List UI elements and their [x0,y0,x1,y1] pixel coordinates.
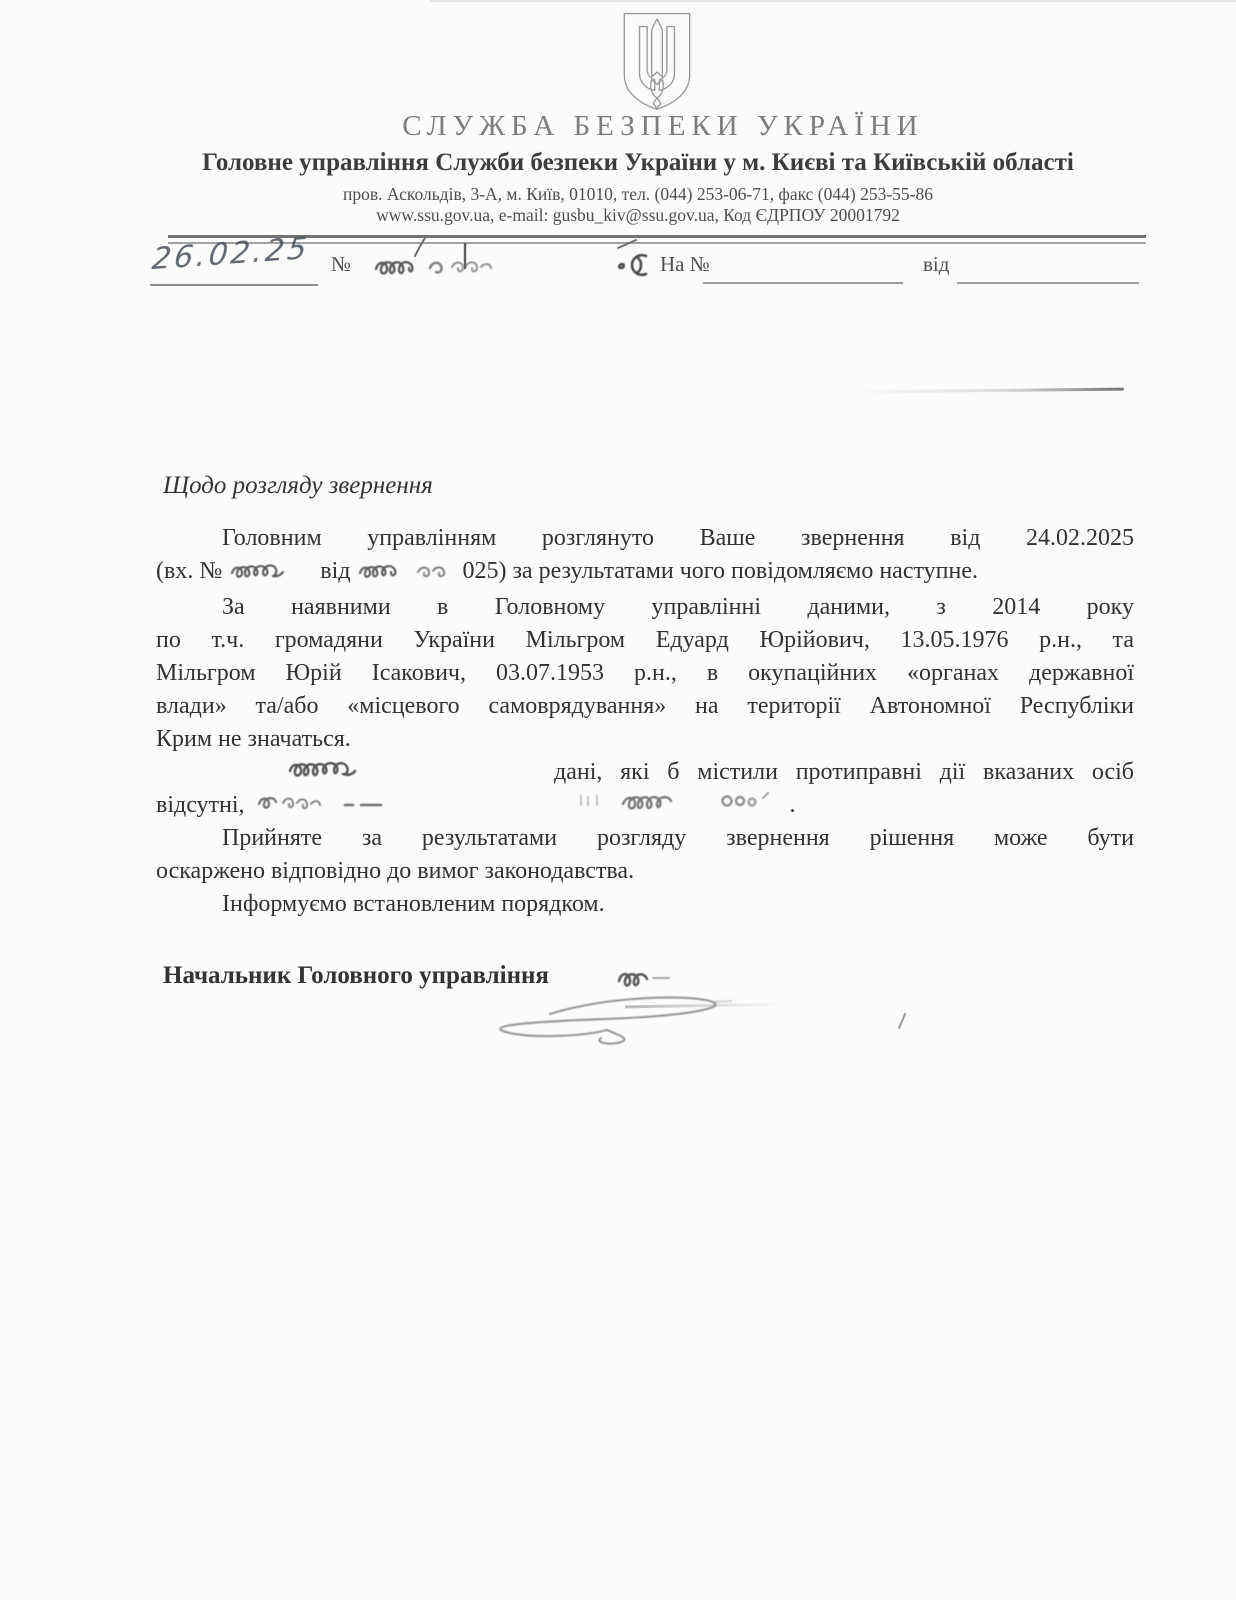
org-contacts-line: www.ssu.gov.ua, e-mail: gusbu_kiv@ssu.gov.ua, Код ЄДРПОУ 20001792 [376,205,900,225]
org-title: СЛУЖБА БЕЗПЕКИ УКРАЇНИ [402,110,924,142]
handwritten-date: 26.02.25 [150,230,312,278]
paragraph-line: влади» та/або «місцевого самоврядування» на території Автономної Республіки [156,693,1134,719]
date-underline [150,284,318,286]
signature-title: Начальник Головного управління [163,962,549,989]
paragraph-line: Інформуємо встановленим порядком. [222,891,605,917]
paragraph-line: по т.ч. громадяни України Мільгром Едуард Юрійович, 13.05.1976 р.н., та [156,627,1134,653]
pen-stroke-artifact [412,236,428,263]
signature-scribble [455,988,735,1053]
reply-number-label: На № [660,252,710,276]
from-date-label: від [923,252,950,276]
pen-tick-artifact [896,1012,908,1035]
scan-edge-artifact [430,0,1236,2]
pen-stroke-artifact [460,242,470,275]
text-fragment: відсутні, [156,792,245,818]
number-label: № [331,252,352,276]
redacted-number-scribble [372,254,502,283]
redaction-smudge [356,558,456,591]
paragraph-line-redacted [156,555,1134,591]
ukraine-trident-emblem-icon [619,10,695,113]
paragraph-line: оскаржено відповідно до вимог законодавства. [156,858,635,884]
paragraph-line: Головним управлінням розглянуто Ваше звернення від 24.02.2025 [222,525,1134,551]
paragraph-line: Крим не значаться. [156,726,351,752]
paragraph-line-redacted [156,789,1134,822]
text-fragment: 025) за результатами чого повідомляємо наступне. [462,558,978,584]
org-address-line: пров. Аскольдів, 3-А, м. Київ, 01010, тел. (044) 253-06-71, факс (044) 253-55-86 [342,184,933,204]
from-date-underline [957,282,1139,284]
pen-dash-artifact [343,789,385,822]
paragraph-line-redacted [156,756,1134,789]
erased-text-streak [856,388,1124,394]
paragraph-line: Мільгром Юрій Ісакович, 03.07.1953 р.н., в окупаційних «органах державної [156,660,1134,686]
text-fragment: від [320,558,351,584]
redaction-smudge [286,756,404,790]
redaction-smudge [575,788,790,824]
subject-line: Щодо розгляду звернення [163,472,433,499]
paragraph-line: Прийняте за результатами розгляду звернення рішення може бути [222,825,1134,851]
org-subtitle: Головне управління Служби безпеки України у м. Києві та Київській області [202,149,1074,176]
reply-number-underline [703,282,903,284]
letter-body [156,522,1134,921]
redaction-smudge [228,558,314,591]
stamp-mark-artifact [616,252,652,283]
paragraph-line: За наявними в Головному управлінні даними, з 2014 року [222,594,1134,620]
text-fragment: . [789,792,796,818]
redaction-smudge [255,789,329,822]
text-fragment: (вх. № [156,558,223,584]
text-fragment: дані, які б містили протиправні дії вказаних осіб [554,759,1134,785]
